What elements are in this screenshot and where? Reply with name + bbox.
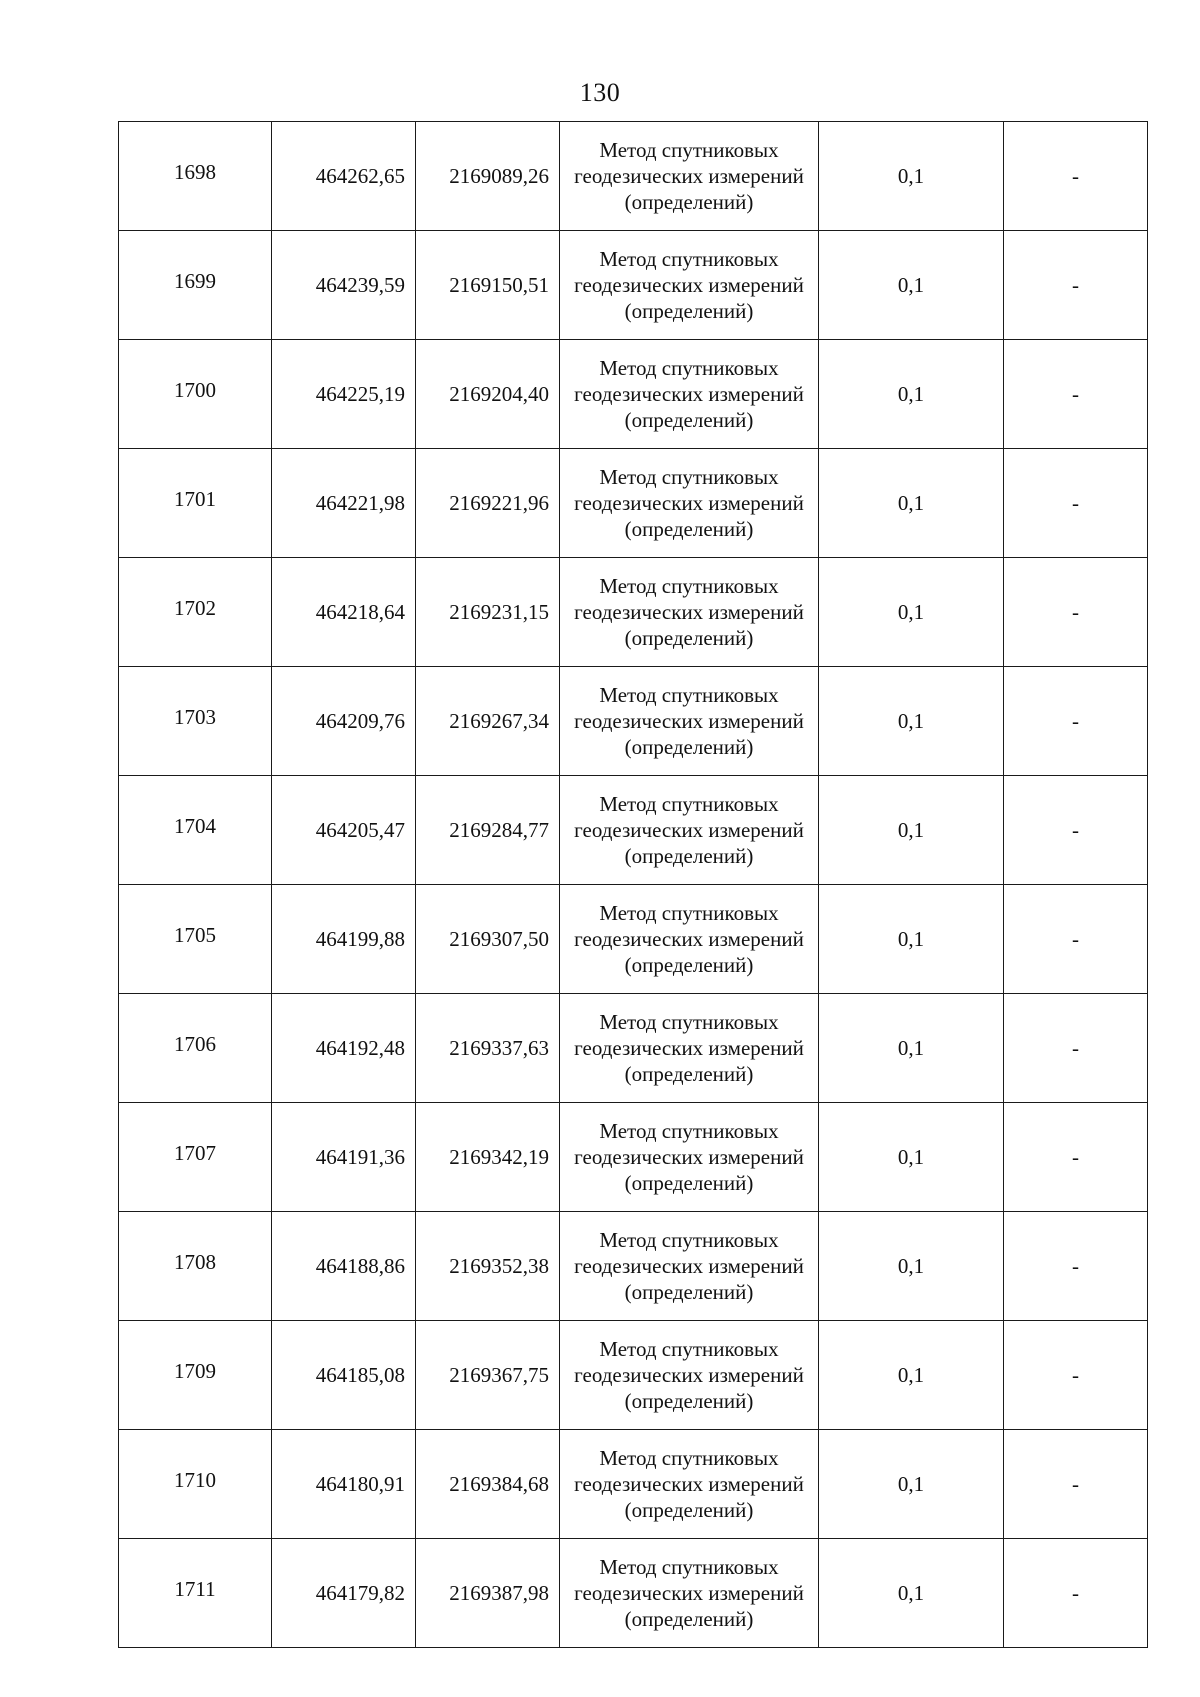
note-cell: -: [1004, 994, 1148, 1103]
accuracy-cell: 0,1: [819, 231, 1004, 340]
coordinate-y-cell: 2169387,98: [416, 1539, 560, 1648]
note-cell: -: [1004, 340, 1148, 449]
accuracy-cell: 0,1: [819, 1321, 1004, 1430]
method-line: геодезических измерений: [574, 1036, 804, 1060]
method-line: геодезических измерений: [574, 382, 804, 406]
note-cell: -: [1004, 1430, 1148, 1539]
coordinate-x-cell: 464239,59: [272, 231, 416, 340]
method-cell: [560, 885, 819, 994]
table-row: [119, 558, 1148, 667]
method-line: (определений): [624, 1389, 754, 1413]
point-number-cell: 1700: [119, 340, 272, 449]
method-line: Метод спутниковых: [599, 1446, 779, 1470]
coordinate-y-cell: 2169367,75: [416, 1321, 560, 1430]
accuracy-cell: 0,1: [819, 122, 1004, 231]
note-cell: -: [1004, 1539, 1148, 1648]
method-line: геодезических измерений: [574, 818, 804, 842]
note-cell: -: [1004, 122, 1148, 231]
method-line: (определений): [624, 299, 754, 323]
method-line: геодезических измерений: [574, 1254, 804, 1278]
note-cell: -: [1004, 1103, 1148, 1212]
table-row: [119, 340, 1148, 449]
coordinate-y-cell: 2169221,96: [416, 449, 560, 558]
table-row: [119, 1539, 1148, 1648]
method-line: Метод спутниковых: [599, 1228, 779, 1252]
method-line: Метод спутниковых: [599, 792, 779, 816]
coordinate-y-cell: 2169352,38: [416, 1212, 560, 1321]
point-number-cell: 1702: [119, 558, 272, 667]
method-line: геодезических измерений: [574, 1472, 804, 1496]
coordinate-x-cell: 464191,36: [272, 1103, 416, 1212]
method-line: геодезических измерений: [574, 927, 804, 951]
point-number-cell: 1706: [119, 994, 272, 1103]
point-number-cell: 1708: [119, 1212, 272, 1321]
point-number-cell: 1705: [119, 885, 272, 994]
note-cell: -: [1004, 667, 1148, 776]
accuracy-cell: 0,1: [819, 776, 1004, 885]
coordinates-table: [118, 121, 1148, 1648]
method-cell: [560, 667, 819, 776]
method-line: Метод спутниковых: [599, 1010, 779, 1034]
method-cell: [560, 1321, 819, 1430]
point-number-cell: 1710: [119, 1430, 272, 1539]
accuracy-cell: 0,1: [819, 449, 1004, 558]
table-row: [119, 1430, 1148, 1539]
coordinate-y-cell: 2169384,68: [416, 1430, 560, 1539]
coordinate-y-cell: 2169342,19: [416, 1103, 560, 1212]
table-row: [119, 231, 1148, 340]
point-number-cell: 1701: [119, 449, 272, 558]
coordinate-y-cell: 2169284,77: [416, 776, 560, 885]
method-line: геодезических измерений: [574, 1363, 804, 1387]
method-line: (определений): [624, 626, 754, 650]
coordinate-x-cell: 464205,47: [272, 776, 416, 885]
method-line: (определений): [624, 408, 754, 432]
coordinate-x-cell: 464262,65: [272, 122, 416, 231]
point-number-cell: 1704: [119, 776, 272, 885]
method-line: геодезических измерений: [574, 709, 804, 733]
method-line: Метод спутниковых: [599, 901, 779, 925]
accuracy-cell: 0,1: [819, 1539, 1004, 1648]
method-cell: [560, 558, 819, 667]
point-number-cell: 1699: [119, 231, 272, 340]
method-cell: [560, 994, 819, 1103]
method-line: Метод спутниковых: [599, 574, 779, 598]
table-row: [119, 1212, 1148, 1321]
coordinate-y-cell: 2169150,51: [416, 231, 560, 340]
coordinate-y-cell: 2169307,50: [416, 885, 560, 994]
method-line: (определений): [624, 735, 754, 759]
method-line: Метод спутниковых: [599, 465, 779, 489]
page-number: 130: [579, 78, 621, 107]
coordinate-y-cell: 2169231,15: [416, 558, 560, 667]
accuracy-cell: 0,1: [819, 994, 1004, 1103]
table-row: [119, 994, 1148, 1103]
accuracy-cell: 0,1: [819, 1103, 1004, 1212]
coordinate-y-cell: 2169204,40: [416, 340, 560, 449]
table-row: [119, 122, 1148, 231]
method-line: (определений): [624, 190, 754, 214]
table-row: [119, 449, 1148, 558]
method-line: геодезических измерений: [574, 164, 804, 188]
method-line: Метод спутниковых: [599, 356, 779, 380]
method-line: (определений): [624, 1062, 754, 1086]
note-cell: -: [1004, 558, 1148, 667]
accuracy-cell: 0,1: [819, 1430, 1004, 1539]
method-line: геодезических измерений: [574, 1145, 804, 1169]
accuracy-cell: 0,1: [819, 558, 1004, 667]
method-line: (определений): [624, 844, 754, 868]
point-number-cell: 1711: [119, 1539, 272, 1648]
method-line: геодезических измерений: [574, 600, 804, 624]
method-line: (определений): [624, 1498, 754, 1522]
coordinate-x-cell: 464188,86: [272, 1212, 416, 1321]
coordinate-x-cell: 464221,98: [272, 449, 416, 558]
method-cell: [560, 1212, 819, 1321]
method-line: (определений): [624, 1171, 754, 1195]
method-cell: [560, 449, 819, 558]
table-row: [119, 885, 1148, 994]
method-line: геодезических измерений: [574, 273, 804, 297]
coordinate-x-cell: 464180,91: [272, 1430, 416, 1539]
table-row: [119, 776, 1148, 885]
note-cell: -: [1004, 231, 1148, 340]
coordinate-x-cell: 464185,08: [272, 1321, 416, 1430]
coordinate-y-cell: 2169337,63: [416, 994, 560, 1103]
table-row: [119, 667, 1148, 776]
note-cell: -: [1004, 776, 1148, 885]
accuracy-cell: 0,1: [819, 340, 1004, 449]
coordinate-y-cell: 2169089,26: [416, 122, 560, 231]
note-cell: -: [1004, 885, 1148, 994]
coordinate-x-cell: 464209,76: [272, 667, 416, 776]
method-line: (определений): [624, 517, 754, 541]
method-line: Метод спутниковых: [599, 683, 779, 707]
note-cell: -: [1004, 1212, 1148, 1321]
method-line: Метод спутниковых: [599, 138, 779, 162]
accuracy-cell: 0,1: [819, 885, 1004, 994]
method-cell: [560, 776, 819, 885]
method-line: (определений): [624, 1607, 754, 1631]
coordinate-x-cell: 464225,19: [272, 340, 416, 449]
method-line: геодезических измерений: [574, 491, 804, 515]
method-cell: [560, 1430, 819, 1539]
note-cell: -: [1004, 449, 1148, 558]
method-line: Метод спутниковых: [599, 1337, 779, 1361]
table-row: [119, 1103, 1148, 1212]
coordinate-x-cell: 464192,48: [272, 994, 416, 1103]
method-cell: [560, 231, 819, 340]
coordinates-table-body: [119, 122, 1148, 1648]
method-cell: [560, 122, 819, 231]
coordinate-x-cell: 464199,88: [272, 885, 416, 994]
coordinate-x-cell: 464179,82: [272, 1539, 416, 1648]
point-number-cell: 1707: [119, 1103, 272, 1212]
point-number-cell: 1709: [119, 1321, 272, 1430]
coordinate-y-cell: 2169267,34: [416, 667, 560, 776]
method-line: (определений): [624, 1280, 754, 1304]
method-cell: [560, 1103, 819, 1212]
note-cell: -: [1004, 1321, 1148, 1430]
table-row: [119, 1321, 1148, 1430]
method-line: (определений): [624, 953, 754, 977]
method-line: Метод спутниковых: [599, 1119, 779, 1143]
method-line: Метод спутниковых: [599, 247, 779, 271]
method-line: Метод спутниковых: [599, 1555, 779, 1579]
point-number-cell: 1703: [119, 667, 272, 776]
method-cell: [560, 1539, 819, 1648]
accuracy-cell: 0,1: [819, 1212, 1004, 1321]
coordinate-x-cell: 464218,64: [272, 558, 416, 667]
point-number-cell: 1698: [119, 122, 272, 231]
method-line: геодезических измерений: [574, 1581, 804, 1605]
method-cell: [560, 340, 819, 449]
accuracy-cell: 0,1: [819, 667, 1004, 776]
